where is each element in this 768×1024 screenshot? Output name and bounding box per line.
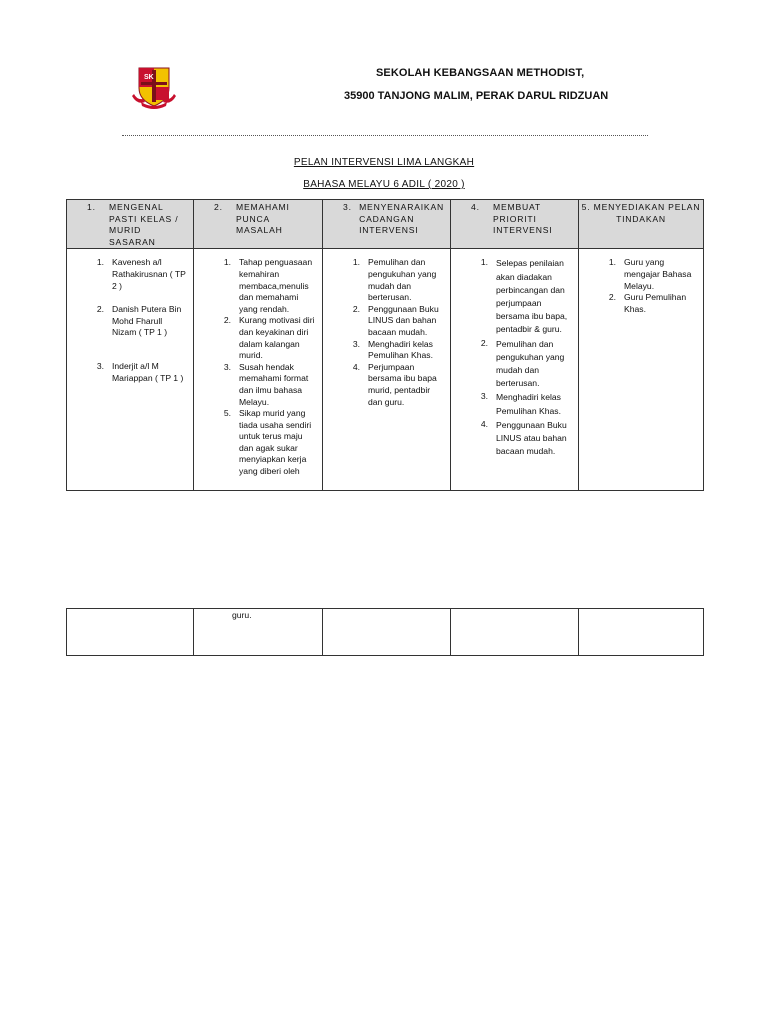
list-item: 2. Pemulihan dan pengukuhan yang mudah dan berterusan. (480, 337, 565, 389)
table-header-row (67, 200, 704, 249)
dotted-divider (122, 135, 648, 136)
cell-target-students (67, 249, 194, 491)
header-cell-1: 1. MENGENAL PASTI KELAS / MURID SASARAN (67, 200, 194, 249)
header-label: MENGENAL PASTI KELAS / MURID SASARAN (109, 202, 179, 247)
cell-intervention-suggestions (323, 249, 451, 491)
list-item: 1. Kavenesh a/l Rathakirusnan ( TP 2 ) (96, 257, 186, 291)
list-item: 1. Selepas penilaian akan diadakan perbincangan dan perjumpaan bersama ibu bapa, pentadbir & guru. (480, 257, 568, 335)
list-item: 4. Penggunaan Buku LINUS atau bahan bacaan mudah. (480, 418, 567, 457)
list-item: 1. Guru yang mengajar Bahasa Melayu. (608, 257, 692, 291)
school-crest-logo (131, 66, 177, 110)
list-item: 3. Menghadiri kelas Pemulihan Khas. (352, 338, 433, 361)
list-item: 2. Danish Putera Bin Mohd Fharull Nizam ( TP 1 ) (96, 304, 182, 338)
list-item: 3. Susah hendak memahami format dan ilmu bahasa Melayu. (223, 361, 309, 407)
cont-cell-2 (194, 609, 323, 656)
list-item: 4. Perjumpaan bersama ibu bapa murid, pentadbir dan guru. (352, 361, 437, 407)
header-label: MEMBUAT PRIORITI INTERVENSI (493, 202, 553, 236)
continuation-text: guru. (232, 610, 252, 620)
header-cell-5: 5. MENYEDIAKAN PELAN TINDAKAN (579, 200, 704, 249)
list-item: 3. Inderjit a/l M Mariappan ( TP 1 ) (96, 360, 184, 383)
document-title-text: PELAN INTERVENSI LIMA LANGKAH (293, 157, 475, 168)
document-title (0, 157, 768, 168)
header-cell-3: 3. MENYENARAIKAN CADANGAN INTERVENSI (323, 200, 451, 249)
school-name: SEKOLAH KEBANGSAAN METHODIST, (376, 67, 585, 79)
table-row (67, 609, 704, 656)
list-item: 2. Penggunaan Buku LINUS dan bahan bacaan mudah. (352, 303, 439, 337)
header-label: MEMAHAMI PUNCA MASALAH (236, 202, 290, 236)
table-body-row (67, 249, 704, 491)
cont-cell-1 (67, 609, 194, 656)
cont-cell-5 (579, 609, 704, 656)
document-subtitle-text: BAHASA MELAYU 6 ADIL ( 2020 ) (303, 179, 465, 190)
logo-letters: SK (144, 74, 154, 81)
school-address: 35900 TANJONG MALIM, PERAK DARUL RIDZUAN (344, 90, 609, 102)
cell-intervention-priority (451, 249, 579, 491)
header-label: MENYEDIAKAN PELAN TINDAKAN (593, 202, 701, 224)
header-cell-4: 4. MEMBUAT PRIORITI INTERVENSI (451, 200, 579, 249)
intervention-table (66, 199, 704, 491)
list-item: 2. Guru Pemulihan Khas. (608, 292, 687, 314)
list-item: 1. Tahap penguasaan kemahiran membaca,menulis dan memahami yang rendah. (223, 257, 313, 314)
list-item: 1. Pemulihan dan pengukuhan yang mudah dan berterusan. (352, 257, 437, 303)
list-item: 2. Kurang motivasi diri dan keyakinan diri dalam kalangan murid. (223, 315, 315, 361)
cell-problem-causes (194, 249, 323, 491)
cell-action-plan (579, 249, 704, 491)
list-item: 3. Menghadiri kelas Pemulihan Khas. (480, 391, 561, 416)
intervention-table-continuation (66, 608, 704, 656)
cont-cell-4 (451, 609, 579, 656)
header-label: MENYENARAIKAN CADANGAN INTERVENSI (359, 202, 444, 236)
header-cell-2: 2. MEMAHAMI PUNCA MASALAH (194, 200, 323, 249)
list-item: 5. Sikap murid yang tiada usaha sendiri untuk terus maju dan agak sukar menyiapkan kerja yang diberi oleh (223, 408, 312, 477)
cont-cell-3 (323, 609, 451, 656)
document-subtitle (0, 179, 768, 190)
